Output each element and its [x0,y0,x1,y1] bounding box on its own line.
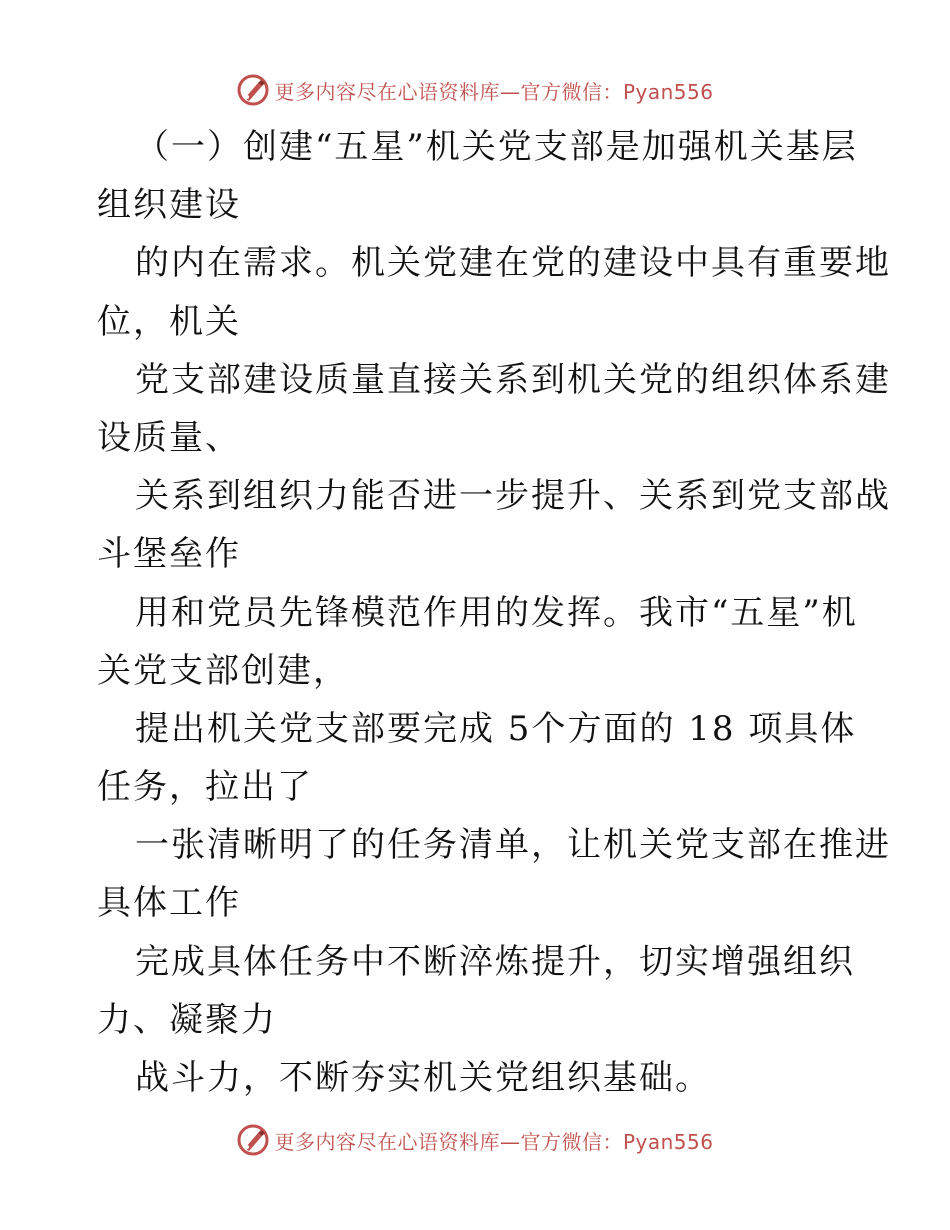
text-line: 组织建设 [97,185,241,226]
pen-seal-icon [236,1123,270,1157]
header-watermark-text: 更多内容尽在心语资料库—官方微信：Pyan556 [274,79,714,104]
pen-seal-icon [236,73,270,107]
text-line: 用和党员先锋模范作用的发挥。我市“五星”机 [135,592,858,633]
text-line: 斗堡垒作 [97,534,241,575]
text-line: 关系到组织力能否进一步提升、关系到党支部战 [135,476,891,517]
text-line: 任务，拉出了 [97,767,313,808]
text-line: 位，机关 [97,301,241,342]
footer-watermark [0,1120,950,1160]
text-line: 具体工作 [97,883,241,924]
text-line: 力、凝聚力 [97,999,277,1040]
body-paragraph [97,118,891,1107]
footer-watermark-text: 更多内容尽在心语资料库—官方微信：Pyan556 [274,1129,714,1154]
text-line: 一张清晰明了的任务清单，让机关党支部在推进 [135,825,891,866]
text-line: 关党支部创建， [97,650,349,691]
header-watermark [0,70,950,110]
text-line: 完成具体任务中不断淬炼提升，切实增强组织 [135,941,855,982]
text-line: 党支部建设质量直接关系到机关党的组织体系建 [135,359,891,400]
text-line: 的内在需求。机关党建在党的建设中具有重要地 [135,243,891,284]
text-line: 设质量、 [97,417,241,458]
text-line: 提出机关党支部要完成 5个方面的 18 项具体 [135,708,857,749]
text-line: （一）创建“五星”机关党支部是加强机关基层 [135,127,858,167]
text-line: 战斗力，不断夯实机关党组织基础。 [135,1058,711,1098]
